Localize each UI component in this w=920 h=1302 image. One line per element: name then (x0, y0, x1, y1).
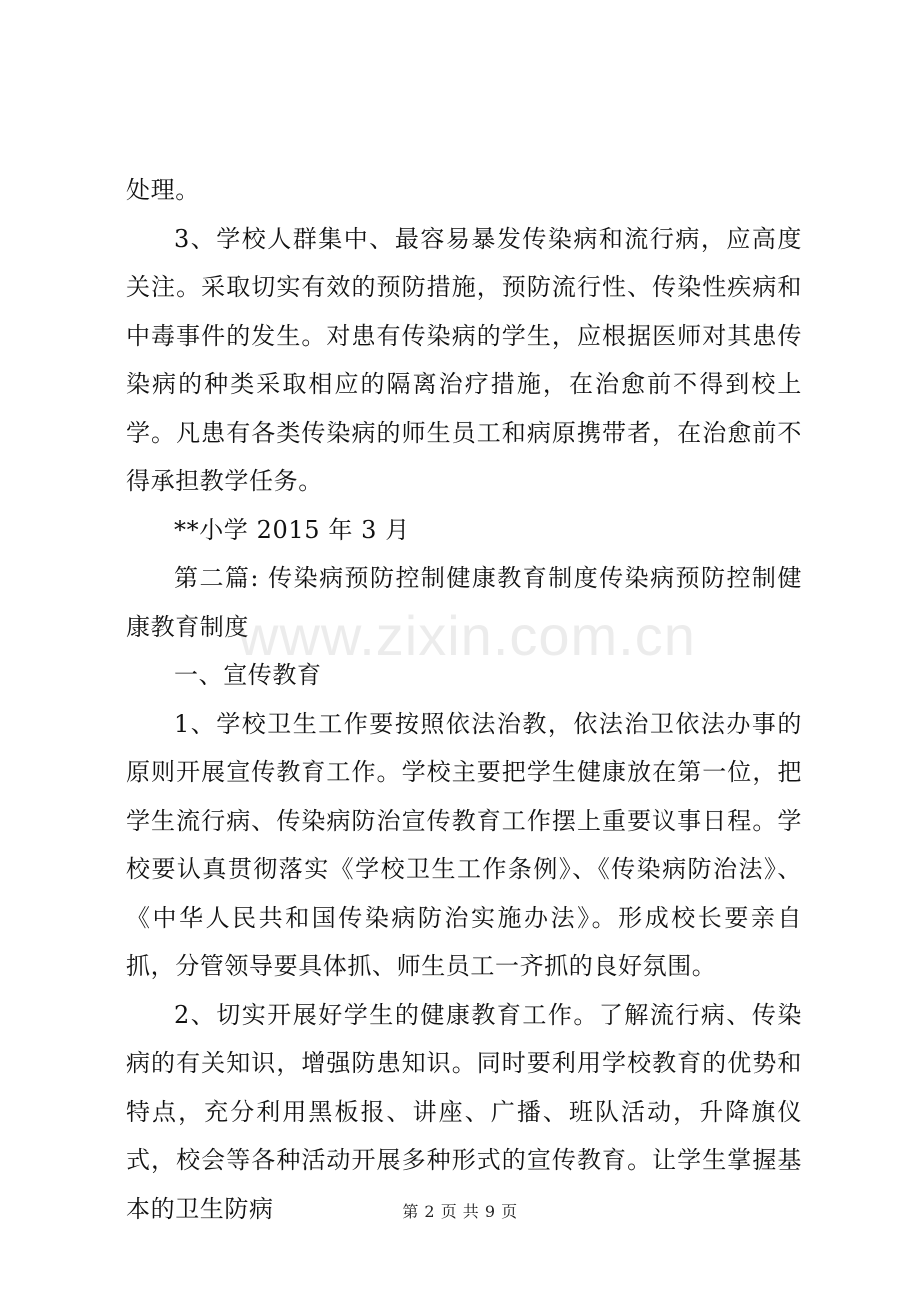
paragraph-3-signature-date: **小学 2015 年 3 月 (174, 515, 410, 544)
document-body (126, 166, 802, 1233)
paragraph-1: 处理。 (126, 176, 200, 204)
paragraph-5-heading: 一、宣传教育 (174, 661, 322, 689)
paragraph-6: 1、学校卫生工作要按照依法治教，依法治卫依法办事的原则开展宣传教育工作。学校主要把学生健康放在第一位，把学生流行病、传染病防治宣传教育工作摆上重要议事日程。学校要认真贯彻落实《学校卫生工作条例》、《传染病防治法》、《中华人民共和国传染病防治实施办法》。形成校长要亲自抓，分管领导要具体抓、师生员工一齐抓的良好氛围。 (126, 709, 802, 980)
watermark-text: www.zixin.com.cn (238, 604, 696, 667)
paragraph-2: 3、学校人群集中、最容易暴发传染病和流行病，应高度关注。采取切实有效的预防措施，预防流行性、传染性疾病和中毒事件的发生。对患有传染病的学生，应根据医师对其患传染病的种类采取相应的隔离治疗措施，在治愈前不得到校上学。凡患有各类传染病的师生员工和病原携带者，在治愈前不得承担教学任务。 (126, 224, 802, 495)
page-footer: 第 2 页 共 9 页 (402, 1202, 518, 1221)
paragraph-4-section-title: 第二篇: 传染病预防控制健康教育制度传染病预防控制健康教育制度 (126, 564, 802, 641)
paragraph-7: 2、切实开展好学生的健康教育工作。了解流行病、传染病的有关知识，增强防患知识。同时要利用学校教育的优势和特点，充分利用黑板报、讲座、广播、班队活动，升降旗仪式，校会等各种活动开展多种形式的宣传教育。让学生掌握基本的卫生防病 (126, 1000, 802, 1223)
